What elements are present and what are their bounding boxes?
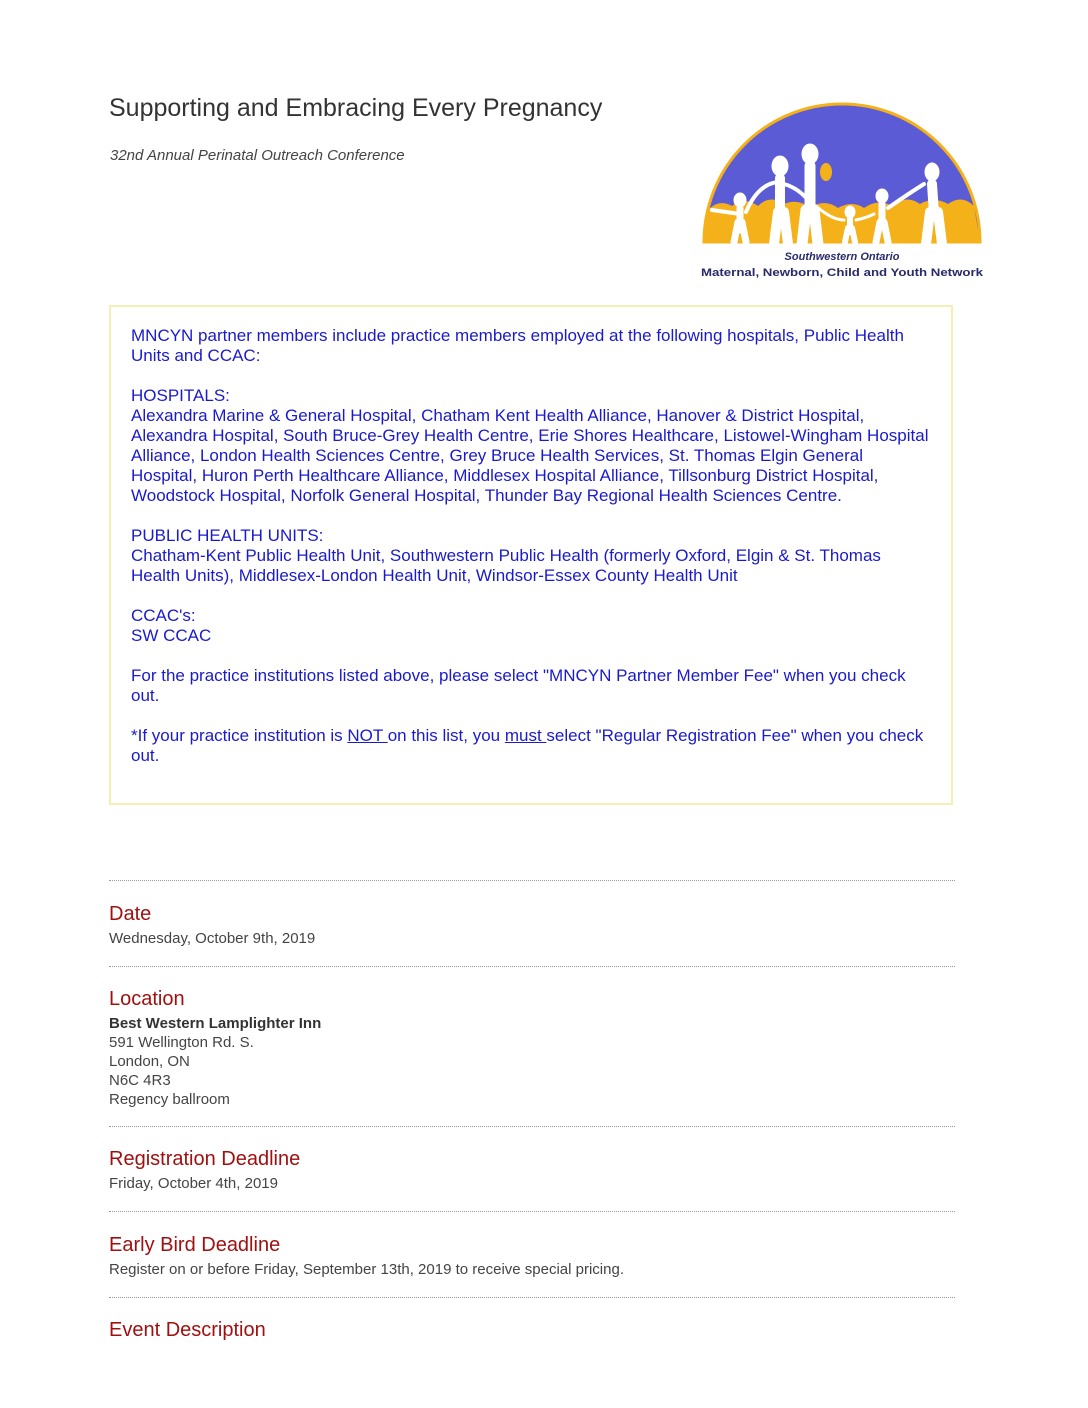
phu-list: Chatham-Kent Public Health Unit, Southwestern Public Health (formerly Oxford, Elgin & St. Thomas Health Units), Middlesex-London Health Unit, Windsor-Essex County Health Unit xyxy=(131,546,881,585)
partner-fee-note: For the practice institutions listed above, please select "MNCYN Partner Member Fee" when you check out. xyxy=(131,666,906,705)
phu-block xyxy=(131,526,931,586)
ccac-heading: CCAC's: xyxy=(131,606,196,625)
location-value xyxy=(109,1014,955,1109)
event-description-heading: Event Description xyxy=(109,1319,266,1341)
registration-deadline-section xyxy=(109,1147,955,1193)
event-description-section xyxy=(109,1318,955,1342)
location-section xyxy=(109,987,955,1109)
hospitals-list: Alexandra Marine & General Hospital, Chatham Kent Health Alliance, Hanover & District Hospital, Alexandra Hospital, South Bruce-Grey Health Centre, Erie Shores Healthcare, Listowel-Wingham Hospital Alliance, London Health Sciences Centre, Grey Bruce Health Services, St. Thomas Elgin General Hospital, Huron Perth Healthcare Alliance, Middlesex Hospital Alliance, Tillsonburg District Hospital, Woodstock Hospital, Norfolk General Hospital, Thunder Bay Regional Health Sciences Centre. xyxy=(131,406,929,505)
page-subtitle: 32nd Annual Perinatal Outreach Conference xyxy=(110,147,405,164)
location-city: London, ON xyxy=(109,1053,190,1070)
hospitals-block xyxy=(131,386,931,506)
divider xyxy=(109,880,955,881)
early-bird-heading: Early Bird Deadline xyxy=(109,1234,281,1256)
page-title: Supporting and Embracing Every Pregnancy xyxy=(109,94,603,122)
hospitals-heading: HOSPITALS: xyxy=(131,386,230,405)
location-postal: N6C 4R3 xyxy=(109,1072,171,1089)
early-bird-value: Register on or before Friday, September 13th, 2019 to receive special pricing. xyxy=(109,1261,624,1278)
partner-notice-box xyxy=(109,305,953,805)
regular-fee-note xyxy=(131,726,931,766)
regular-note-not: NOT xyxy=(347,726,388,745)
notice-intro: MNCYN partner members include practice members employed at the following hospitals, Public Health Units and CCAC: xyxy=(131,326,904,365)
date-section xyxy=(109,902,955,948)
location-venue: Best Western Lamplighter Inn xyxy=(109,1015,322,1032)
early-bird-section xyxy=(109,1233,955,1279)
logo-line1: Southwestern Ontario xyxy=(784,251,900,263)
ccac-list: SW CCAC xyxy=(131,626,212,645)
divider xyxy=(109,1297,955,1298)
date-heading: Date xyxy=(109,903,152,925)
divider xyxy=(109,1211,955,1212)
divider xyxy=(109,966,955,967)
phu-heading: PUBLIC HEALTH UNITS: xyxy=(131,526,324,545)
ccac-block xyxy=(131,606,931,646)
regular-note-part1: *If your practice institution is xyxy=(131,726,348,745)
regular-note-part2: on this list, you xyxy=(387,726,505,745)
divider xyxy=(109,1126,955,1127)
location-room: Regency ballroom xyxy=(109,1091,230,1108)
registration-deadline-heading: Registration Deadline xyxy=(109,1148,301,1170)
location-address: 591 Wellington Rd. S. xyxy=(109,1034,254,1051)
date-value: Wednesday, October 9th, 2019 xyxy=(109,930,316,947)
logo-line2: Maternal, Newborn, Child and Youth Network xyxy=(701,267,985,279)
regular-note-part3: select "Regular Registration Fee" when you check out. xyxy=(131,726,924,765)
registration-deadline-value: Friday, October 4th, 2019 xyxy=(109,1175,278,1192)
mncyn-logo xyxy=(698,102,986,284)
location-heading: Location xyxy=(109,988,185,1010)
regular-note-must: must xyxy=(504,726,547,745)
